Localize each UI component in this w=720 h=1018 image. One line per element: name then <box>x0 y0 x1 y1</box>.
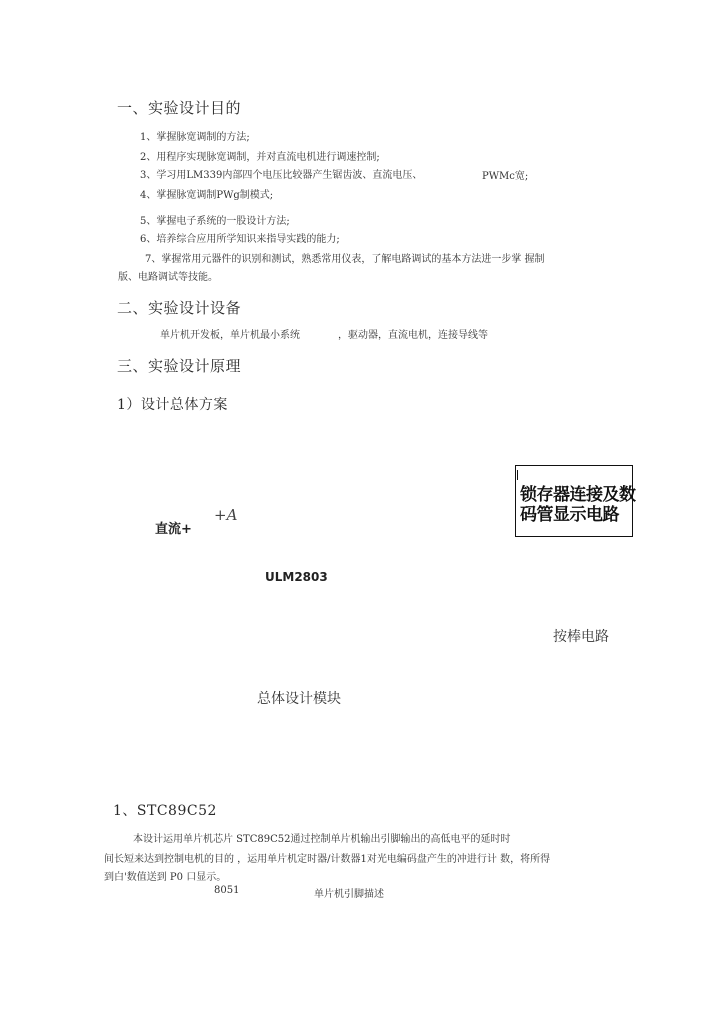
plus-a-label: +A <box>214 506 238 524</box>
section-heading-principle: 三、实验设计原理 <box>117 357 242 375</box>
latch-box-line1: 锁存器连接及数 <box>520 485 636 505</box>
list-item: 3、学习用LM339内部四个电压比较器产生锯齿波、直流电压、 <box>140 170 423 181</box>
latch-display-box <box>515 465 636 537</box>
paragraph-line: 本设计运用单片机芯片 STC89C52通过控制单片机输出引脚输出的高低电平的延时时 <box>133 834 511 845</box>
paragraph-line: 间长短来达到控制电机的目的 ，运用单片机定时器/计数器1对光电编码盘产生的冲进行计 数，将所得 <box>104 854 551 865</box>
latch-box-line2: 码管显示电路 <box>520 505 619 525</box>
list-item: 4、掌握脉宽调制PWg制模式; <box>140 190 274 201</box>
list-item: 6、培养综合应用所学知识来指导实践的能力; <box>140 234 340 245</box>
list-item: 5、掌握电子系统的一股设计方法; <box>140 216 290 227</box>
list-item-continuation: 版、电路调试等技能。 <box>118 272 218 283</box>
equipment-text-continued: ，驱动器，直流电机，连接导线等 <box>338 330 488 341</box>
dc-label: 直流+ <box>155 522 192 537</box>
diagram-caption: 总体设计模块 <box>257 691 341 707</box>
label-8051: 8051 <box>214 885 240 896</box>
equipment-text: 单片机开发板，单片机最小系统 <box>160 330 300 341</box>
box-tick-mark <box>517 470 518 480</box>
list-item: 1、掌握脉宽调制的方法; <box>140 132 250 143</box>
list-item: 2、用程序实现脉宽调制，并对直流电机进行调速控制; <box>140 152 380 163</box>
ulm2803-label: ULM2803 <box>265 570 328 584</box>
section-heading-purpose: 一、实验设计目的 <box>117 99 242 117</box>
list-item: 7、掌握常用元器件的识别和测试，熟悉常用仪表，了解电路调试的基本方法进一步掌 握制 <box>145 254 545 265</box>
label-pin-description: 单片机引脚描述 <box>314 889 384 900</box>
section-heading-stc89c52: 1、STC89C52 <box>113 803 217 819</box>
button-circuit-label: 按棒电路 <box>553 629 609 645</box>
section-heading-equipment: 二、实验设计设备 <box>117 299 242 317</box>
subheading-overall-scheme: 1）设计总体方案 <box>117 397 228 413</box>
paragraph-line: 到白'数值送到 P0 口显示。 <box>104 872 227 883</box>
list-item-tail: PWMc宽; <box>482 171 529 182</box>
